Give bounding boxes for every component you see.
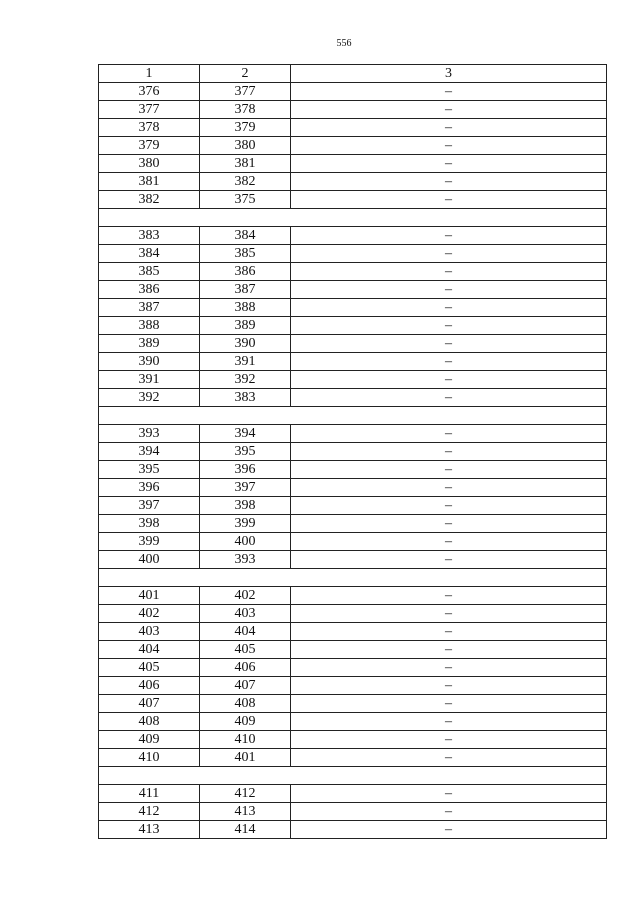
table-cell-col-3: –	[291, 137, 607, 155]
table-cell-col-3: –	[291, 587, 607, 605]
table-cell-col-1: 394	[99, 443, 200, 461]
table-cell-col-2: 391	[200, 353, 291, 371]
table-row	[99, 533, 607, 551]
table-row	[99, 623, 607, 641]
table-row	[99, 659, 607, 677]
table-cell-col-3: –	[291, 533, 607, 551]
table-row	[99, 785, 607, 803]
table-cell-col-2: 413	[200, 803, 291, 821]
table-cell-col-1: 413	[99, 821, 200, 839]
table-cell-col-3: –	[291, 245, 607, 263]
table-cell-col-3: –	[291, 227, 607, 245]
table-cell-col-2: 379	[200, 119, 291, 137]
table-cell-col-3: –	[291, 461, 607, 479]
table-cell-col-3: –	[291, 83, 607, 101]
table-cell-col-3: –	[291, 191, 607, 209]
table-cell-col-1: 383	[99, 227, 200, 245]
table-cell-col-1: 410	[99, 749, 200, 767]
table-cell-col-2: 397	[200, 479, 291, 497]
table-cell-col-3: –	[291, 317, 607, 335]
table-row	[99, 695, 607, 713]
page-number: 556	[336, 38, 352, 49]
table-cell-col-1: 408	[99, 713, 200, 731]
group-separator-row	[99, 767, 607, 785]
separator-cell	[99, 569, 607, 587]
table-cell-col-1: 403	[99, 623, 200, 641]
table-cell-col-3: –	[291, 263, 607, 281]
table-row	[99, 821, 607, 839]
table-cell-col-2: 378	[200, 101, 291, 119]
table-cell-col-2: 385	[200, 245, 291, 263]
table-cell-col-2: 383	[200, 389, 291, 407]
table-cell-col-3: –	[291, 713, 607, 731]
table-row	[99, 551, 607, 569]
table-row	[99, 389, 607, 407]
table-cell-col-3: –	[291, 731, 607, 749]
table-cell-col-2: 408	[200, 695, 291, 713]
table-cell-col-2: 405	[200, 641, 291, 659]
table-cell-col-2: 414	[200, 821, 291, 839]
table-cell-col-1: 389	[99, 335, 200, 353]
table-cell-col-1: 379	[99, 137, 200, 155]
table-cell-col-3: –	[291, 641, 607, 659]
table-cell-col-3: –	[291, 515, 607, 533]
table-row	[99, 137, 607, 155]
table-cell-col-1: 409	[99, 731, 200, 749]
table-cell-col-3: –	[291, 803, 607, 821]
table-cell-col-3: –	[291, 353, 607, 371]
table-cell-col-1: 407	[99, 695, 200, 713]
table-cell-col-2: 407	[200, 677, 291, 695]
table-cell-col-1: 397	[99, 497, 200, 515]
data-table	[98, 64, 607, 839]
table-cell-col-3: –	[291, 101, 607, 119]
table-row	[99, 587, 607, 605]
table-row	[99, 173, 607, 191]
table-cell-col-3: –	[291, 695, 607, 713]
table-row	[99, 263, 607, 281]
table-row	[99, 497, 607, 515]
table-cell-col-1: 384	[99, 245, 200, 263]
table-cell-col-2: 384	[200, 227, 291, 245]
table-cell-col-2: 403	[200, 605, 291, 623]
table-cell-col-1: 405	[99, 659, 200, 677]
table-cell-col-3: –	[291, 551, 607, 569]
table-cell-col-1: 387	[99, 299, 200, 317]
header-cell-1: 1	[99, 65, 200, 83]
table-row	[99, 461, 607, 479]
table-row	[99, 119, 607, 137]
table-cell-col-2: 396	[200, 461, 291, 479]
table-cell-col-2: 381	[200, 155, 291, 173]
table-cell-col-1: 390	[99, 353, 200, 371]
table-row	[99, 353, 607, 371]
table-cell-col-1: 388	[99, 317, 200, 335]
table-cell-col-2: 404	[200, 623, 291, 641]
table-row	[99, 713, 607, 731]
table-cell-col-1: 404	[99, 641, 200, 659]
table-cell-col-3: –	[291, 281, 607, 299]
table-row	[99, 443, 607, 461]
table-cell-col-2: 400	[200, 533, 291, 551]
table-cell-col-2: 389	[200, 317, 291, 335]
table-header-row	[99, 65, 607, 83]
table-row	[99, 803, 607, 821]
table-cell-col-1: 393	[99, 425, 200, 443]
table-cell-col-3: –	[291, 119, 607, 137]
table-cell-col-3: –	[291, 335, 607, 353]
table-cell-col-2: 386	[200, 263, 291, 281]
table-cell-col-3: –	[291, 623, 607, 641]
table-cell-col-2: 410	[200, 731, 291, 749]
table-row	[99, 101, 607, 119]
table-cell-col-3: –	[291, 443, 607, 461]
table-cell-col-2: 390	[200, 335, 291, 353]
table-cell-col-3: –	[291, 299, 607, 317]
table-cell-col-3: –	[291, 605, 607, 623]
table-body	[99, 65, 607, 839]
table-cell-col-3: –	[291, 749, 607, 767]
table-cell-col-1: 392	[99, 389, 200, 407]
group-separator-row	[99, 209, 607, 227]
header-cell-3: 3	[291, 65, 607, 83]
table-cell-col-1: 406	[99, 677, 200, 695]
table-cell-col-2: 377	[200, 83, 291, 101]
table-cell-col-2: 401	[200, 749, 291, 767]
table-row	[99, 677, 607, 695]
table-cell-col-3: –	[291, 821, 607, 839]
table-cell-col-2: 387	[200, 281, 291, 299]
table-cell-col-2: 395	[200, 443, 291, 461]
table-cell-col-2: 392	[200, 371, 291, 389]
table-cell-col-1: 412	[99, 803, 200, 821]
table-row	[99, 641, 607, 659]
table-cell-col-1: 382	[99, 191, 200, 209]
table-row	[99, 371, 607, 389]
table-cell-col-3: –	[291, 659, 607, 677]
table-cell-col-1: 385	[99, 263, 200, 281]
table-cell-col-2: 393	[200, 551, 291, 569]
table-row	[99, 227, 607, 245]
table-cell-col-3: –	[291, 479, 607, 497]
table-cell-col-2: 399	[200, 515, 291, 533]
table-row	[99, 245, 607, 263]
table-cell-col-1: 386	[99, 281, 200, 299]
table-cell-col-2: 409	[200, 713, 291, 731]
table-cell-col-3: –	[291, 677, 607, 695]
table-cell-col-1: 399	[99, 533, 200, 551]
table-cell-col-2: 382	[200, 173, 291, 191]
table-cell-col-2: 402	[200, 587, 291, 605]
table-cell-col-1: 400	[99, 551, 200, 569]
table-cell-col-3: –	[291, 371, 607, 389]
table-cell-col-3: –	[291, 173, 607, 191]
table-cell-col-1: 391	[99, 371, 200, 389]
table-cell-col-3: –	[291, 389, 607, 407]
table-cell-col-1: 396	[99, 479, 200, 497]
table-row	[99, 335, 607, 353]
table-cell-col-2: 412	[200, 785, 291, 803]
table-cell-col-2: 398	[200, 497, 291, 515]
table-row	[99, 299, 607, 317]
table-row	[99, 425, 607, 443]
table-row	[99, 605, 607, 623]
table-row	[99, 281, 607, 299]
table-cell-col-2: 380	[200, 137, 291, 155]
table-cell-col-3: –	[291, 425, 607, 443]
table-cell-col-3: –	[291, 155, 607, 173]
table-cell-col-1: 376	[99, 83, 200, 101]
table-cell-col-1: 398	[99, 515, 200, 533]
table-row	[99, 83, 607, 101]
table-row	[99, 731, 607, 749]
table-row	[99, 515, 607, 533]
table-row	[99, 155, 607, 173]
table-row	[99, 479, 607, 497]
table-cell-col-1: 377	[99, 101, 200, 119]
separator-cell	[99, 767, 607, 785]
table-cell-col-1: 401	[99, 587, 200, 605]
group-separator-row	[99, 569, 607, 587]
separator-cell	[99, 209, 607, 227]
table-row	[99, 191, 607, 209]
table-row	[99, 317, 607, 335]
table-cell-col-1: 411	[99, 785, 200, 803]
table-cell-col-1: 378	[99, 119, 200, 137]
table-cell-col-2: 406	[200, 659, 291, 677]
table-cell-col-2: 375	[200, 191, 291, 209]
table-cell-col-1: 402	[99, 605, 200, 623]
table-cell-col-2: 388	[200, 299, 291, 317]
separator-cell	[99, 407, 607, 425]
header-cell-2: 2	[200, 65, 291, 83]
group-separator-row	[99, 407, 607, 425]
table-cell-col-3: –	[291, 785, 607, 803]
table-cell-col-1: 395	[99, 461, 200, 479]
table-cell-col-3: –	[291, 497, 607, 515]
table-cell-col-1: 381	[99, 173, 200, 191]
table-row	[99, 749, 607, 767]
table-cell-col-2: 394	[200, 425, 291, 443]
table-cell-col-1: 380	[99, 155, 200, 173]
